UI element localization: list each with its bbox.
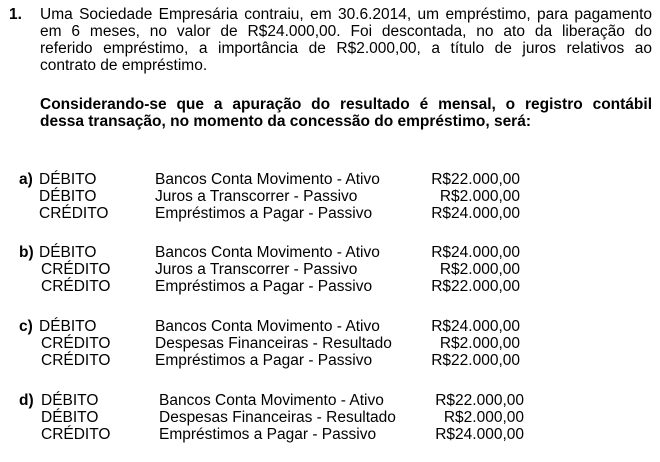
entry-account: Empréstimos a Pagar - Passivo xyxy=(155,352,373,369)
journal-entry xyxy=(0,188,660,205)
entry-type: CRÉDITO xyxy=(41,261,111,278)
entry-type: CRÉDITO xyxy=(39,205,109,222)
journal-entry xyxy=(0,335,660,352)
journal-entry xyxy=(0,318,660,335)
entry-type: CRÉDITO xyxy=(41,335,111,352)
entry-amount: R$2.000,00 xyxy=(439,335,520,352)
entry-amount: R$22.000,00 xyxy=(431,171,520,188)
entry-account: Empréstimos a Pagar - Passivo xyxy=(155,205,373,222)
option-letter: d) xyxy=(19,392,34,409)
entry-account: Empréstimos a Pagar - Passivo xyxy=(159,426,377,443)
journal-entry xyxy=(0,392,660,409)
entry-amount: R$2.000,00 xyxy=(439,261,520,278)
entry-amount: R$2.000,00 xyxy=(443,409,524,426)
entry-type: DÉBITO xyxy=(39,318,97,335)
option-letter: a) xyxy=(19,171,33,188)
entry-account: Despesas Financeiras - Resultado xyxy=(159,409,396,426)
question-number: 1. xyxy=(9,6,22,23)
entry-amount: R$22.000,00 xyxy=(435,392,524,409)
option-letter: b) xyxy=(19,244,34,261)
entry-amount: R$24.000,00 xyxy=(431,205,520,222)
entry-type: DÉBITO xyxy=(39,188,97,205)
entry-amount: R$24.000,00 xyxy=(435,426,524,443)
journal-entry xyxy=(0,205,660,222)
stem-line: referido empréstimo, a importância de R$2.000,00, a título de juros relativos ao xyxy=(40,40,652,57)
entry-account: Despesas Financeiras - Resultado xyxy=(155,335,392,352)
stem-line: Uma Sociedade Empresária contraiu, em 30.6.2014, um empréstimo, para pagamento xyxy=(40,6,652,23)
question-prompt xyxy=(40,96,652,130)
option-letter: c) xyxy=(19,318,33,335)
entry-type: CRÉDITO xyxy=(41,352,111,369)
stem-line: em 6 meses, no valor de R$24.000,00. Foi descontada, no ato da liberação do xyxy=(40,23,652,40)
entry-account: Juros a Transcorrer - Passivo xyxy=(155,188,358,205)
journal-entry xyxy=(0,261,660,278)
entry-amount: R$24.000,00 xyxy=(431,244,520,261)
prompt-line: Considerando-se que a apuração do resultado é mensal, o registro contábil xyxy=(40,96,652,113)
entry-amount: R$2.000,00 xyxy=(439,188,520,205)
journal-entry xyxy=(0,244,660,261)
entry-type: CRÉDITO xyxy=(41,426,111,443)
entry-account: Juros a Transcorrer - Passivo xyxy=(155,261,358,278)
entry-account: Bancos Conta Movimento - Ativo xyxy=(159,392,384,409)
entry-account: Bancos Conta Movimento - Ativo xyxy=(155,318,380,335)
stem-line: contrato de empréstimo. xyxy=(40,57,208,74)
entry-type: DÉBITO xyxy=(41,409,99,426)
entry-amount: R$24.000,00 xyxy=(431,318,520,335)
prompt-line: dessa transação, no momento da concessão do empréstimo, será: xyxy=(40,113,531,130)
journal-entry xyxy=(0,171,660,188)
journal-entry xyxy=(0,426,660,443)
journal-entry xyxy=(0,278,660,295)
entry-account: Bancos Conta Movimento - Ativo xyxy=(155,171,380,188)
entry-type: DÉBITO xyxy=(39,244,97,261)
entry-account: Empréstimos a Pagar - Passivo xyxy=(155,278,373,295)
question-stem xyxy=(40,6,652,74)
entry-account: Bancos Conta Movimento - Ativo xyxy=(155,244,380,261)
entry-type: DÉBITO xyxy=(41,392,99,409)
journal-entry xyxy=(0,409,660,426)
entry-type: CRÉDITO xyxy=(41,278,111,295)
journal-entry xyxy=(0,352,660,369)
entry-type: DÉBITO xyxy=(39,171,97,188)
entry-amount: R$22.000,00 xyxy=(431,352,520,369)
entry-amount: R$22.000,00 xyxy=(431,278,520,295)
